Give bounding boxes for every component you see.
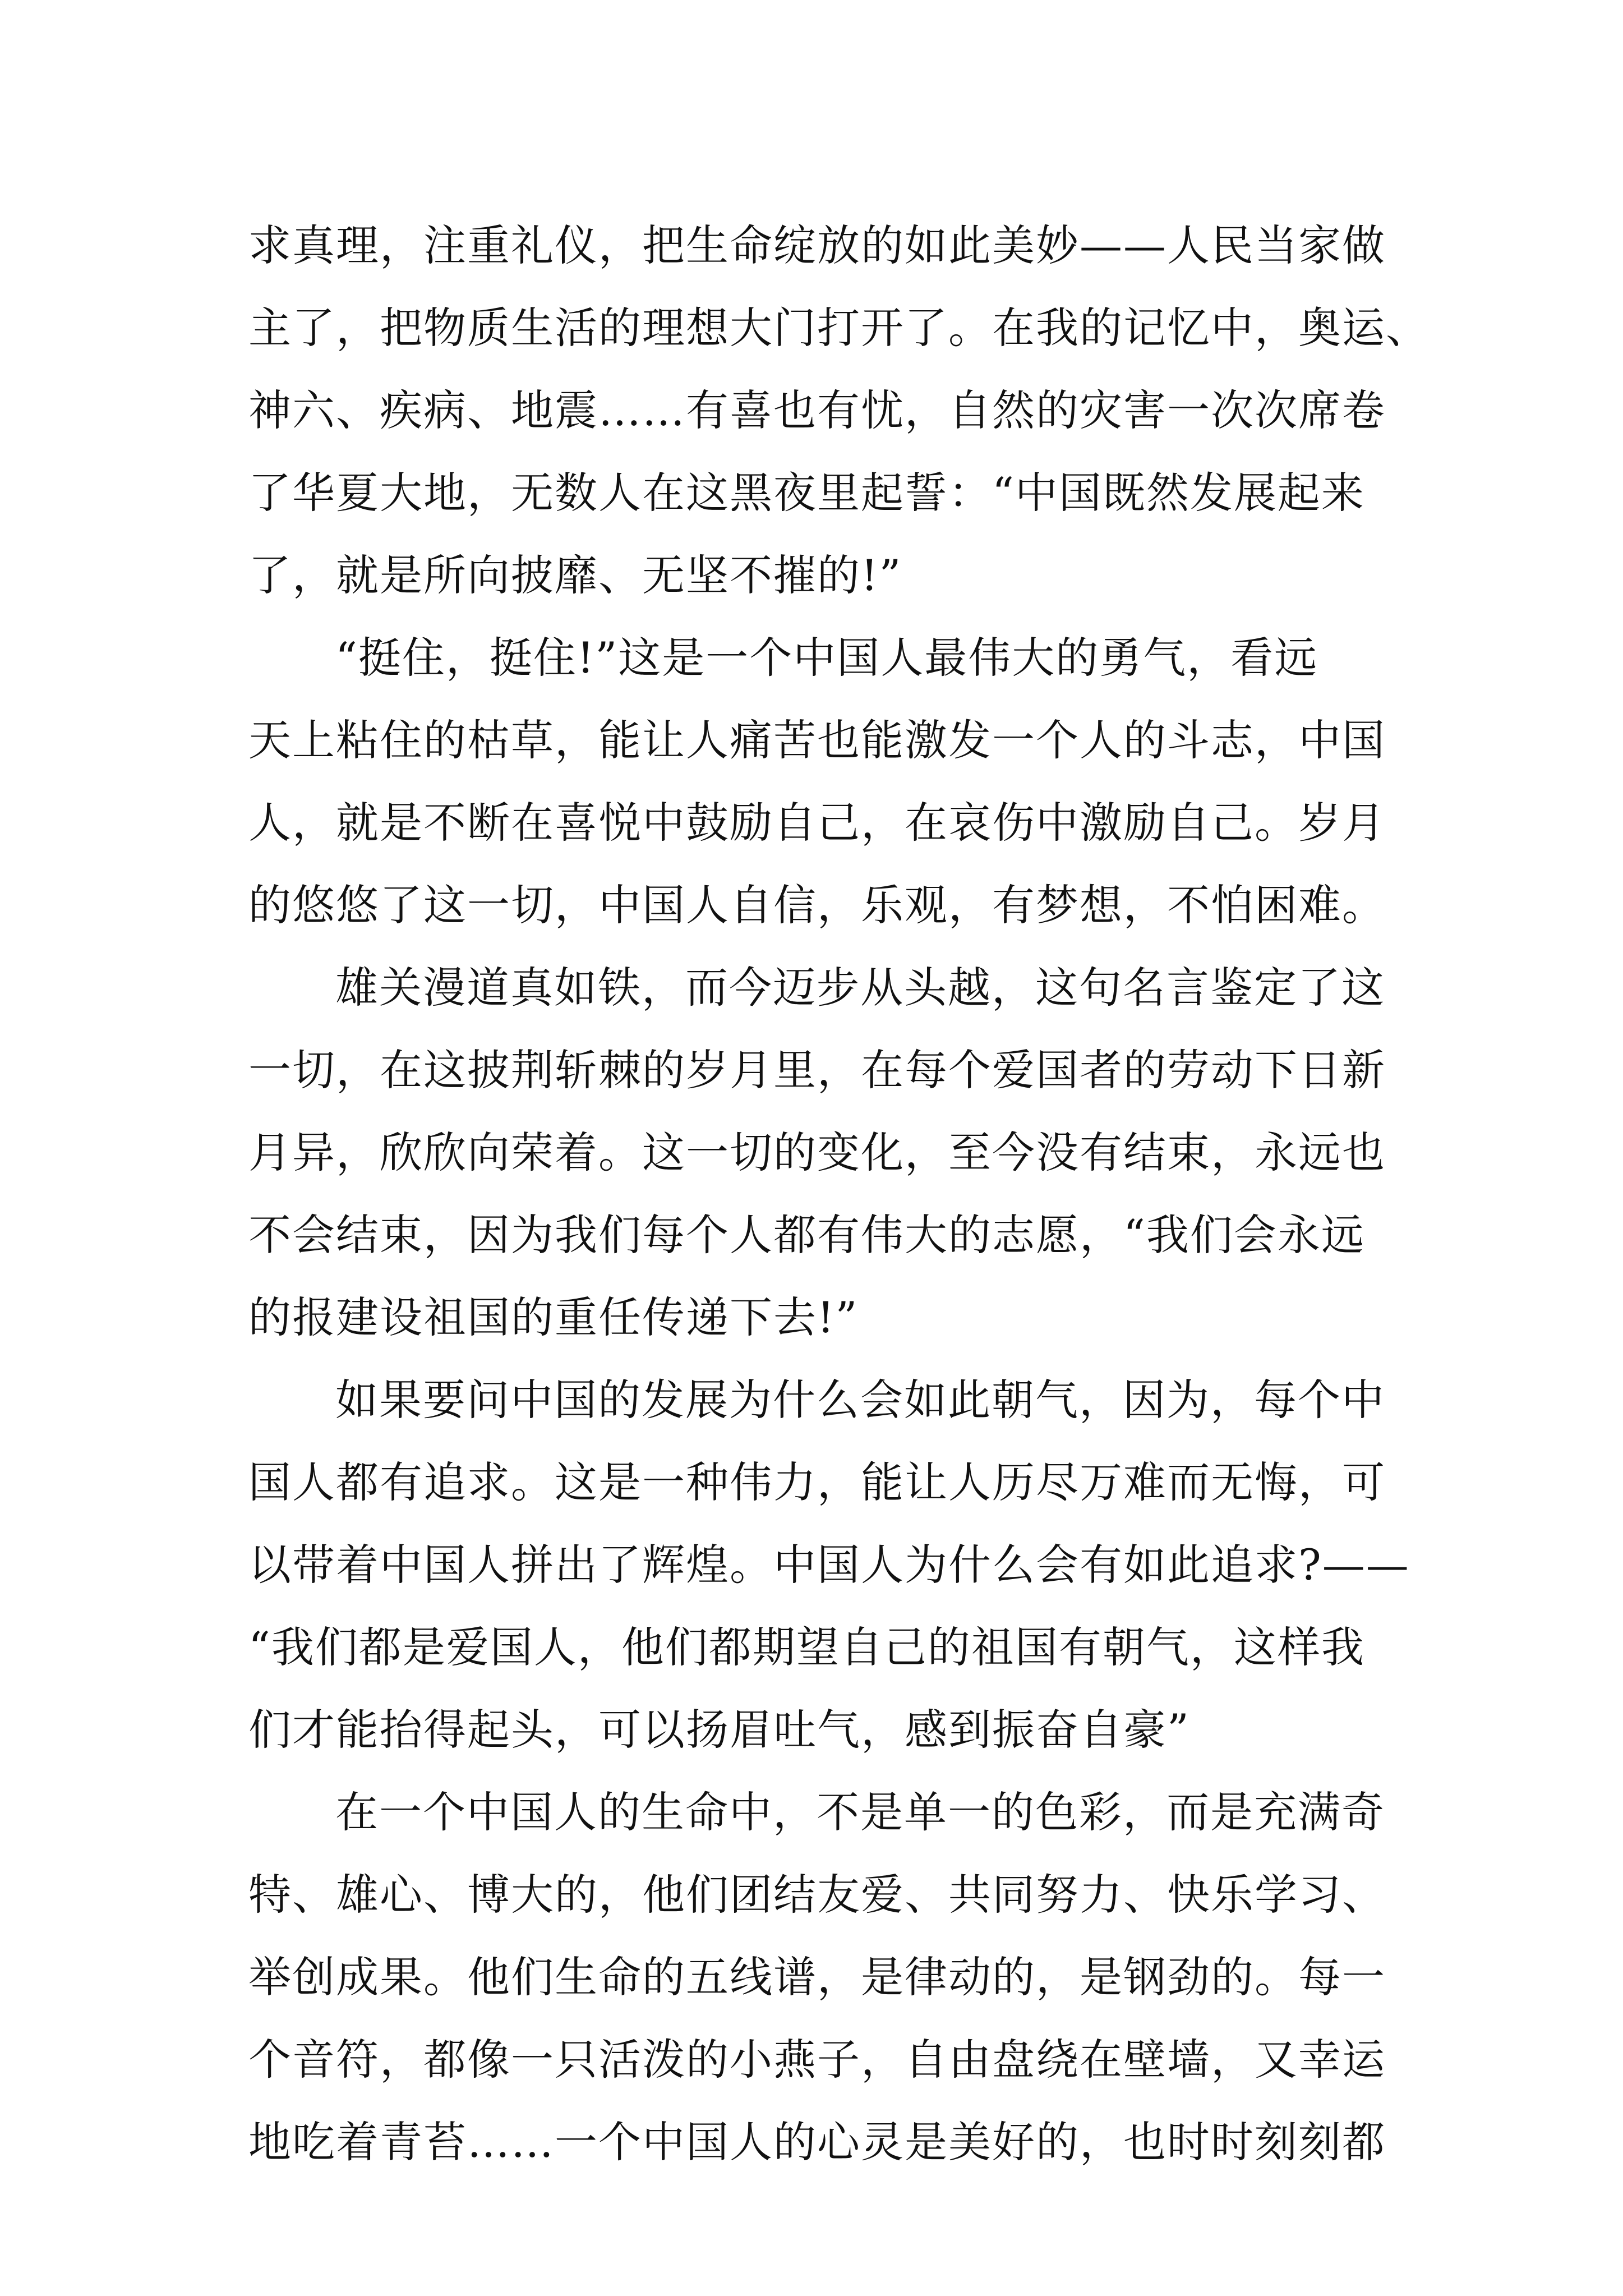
text-line: 主了，把物质生活的理想大门打开了。在我的记忆中，奥运、 xyxy=(248,303,1430,353)
text-line: 一切，在这披荆斩棘的岁月里，在每个爱国者的劳动下日新 xyxy=(248,1045,1386,1095)
text-line: 天上粘住的枯草，能让人痛苦也能激发一个人的斗志，中国 xyxy=(248,715,1386,765)
text-line: 地吃着青苔……一个中国人的心灵是美好的，也时时刻刻都 xyxy=(248,2117,1386,2167)
paragraph-first-line: “挺住，挺住!”这是一个中国人最伟大的勇气，看远 xyxy=(335,633,1318,683)
text-line: 国人都有追求。这是一种伟力，能让人历尽万难而无悔，可 xyxy=(248,1457,1386,1507)
text-line: 的悠悠了这一切，中国人自信，乐观，有梦想，不怕困难。 xyxy=(248,880,1386,930)
text-line: 举创成果。他们生命的五线谱，是律动的，是钢劲的。每一 xyxy=(248,1952,1386,2002)
text-line: 月异，欣欣向荣着。这一切的变化，至今没有结束，永远也 xyxy=(248,1128,1386,1177)
text-line: 特、雄心、博大的，他们团结友爱、共同努力、快乐学习、 xyxy=(248,1870,1386,1920)
text-line: 了华夏大地，无数人在这黑夜里起誓：“中国既然发展起来 xyxy=(248,468,1365,518)
text-line: 个音符，都像一只活泼的小燕子，自由盘绕在壁墙，又幸运 xyxy=(248,2035,1386,2085)
paragraph-first-line: 在一个中国人的生命中，不是单一的色彩，而是充满奇 xyxy=(335,1787,1385,1837)
text-line: “我们都是爱国人，他们都期望自己的祖国有朝气，这样我 xyxy=(248,1622,1365,1672)
paragraph-first-line: 雄关漫道真如铁，而今迈步从头越，这句名言鉴定了这 xyxy=(335,963,1385,1013)
text-line: 的报建设祖国的重任传递下去!” xyxy=(248,1292,859,1342)
text-line: 求真理，注重礼仪，把生命绽放的如此美妙——人民当家做 xyxy=(248,220,1386,270)
text-line: 以带着中国人拼出了辉煌。中国人为什么会有如此追求?—— xyxy=(248,1540,1410,1590)
paragraph-first-line: 如果要问中国的发展为什么会如此朝气，因为，每个中 xyxy=(335,1375,1385,1425)
text-line: 了，就是所向披靡、无坚不摧的!” xyxy=(248,550,902,600)
text-line: 神六、疾病、地震……有喜也有忧，自然的灾害一次次席卷 xyxy=(248,385,1386,435)
text-line: 不会结束，因为我们每个人都有伟大的志愿，“我们会永远 xyxy=(248,1210,1365,1260)
text-line: 们才能抬得起头，可以扬眉吐气，感到振奋自豪” xyxy=(248,1705,1190,1755)
text-line: 人，就是不断在喜悦中鼓励自己，在哀伤中激励自己。岁月 xyxy=(248,798,1386,848)
